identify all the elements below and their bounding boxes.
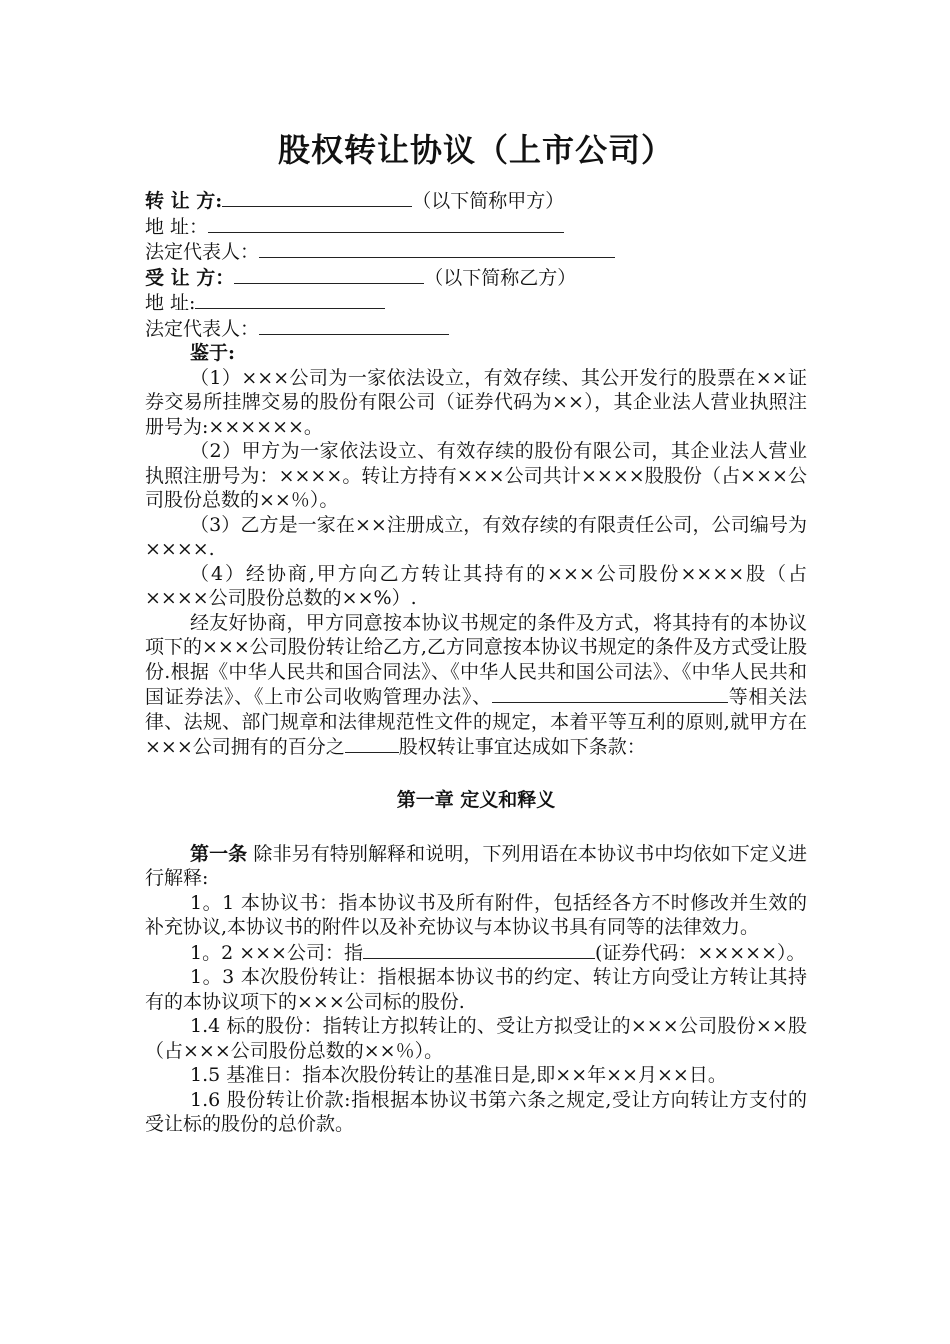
intro-part-3: 股权转让事宜达成如下条款： [398, 736, 646, 758]
legal-rep-blank [259, 239, 615, 258]
article-1-label: 第一条 [190, 842, 248, 865]
definition-1-6: 1.6 股份转让价款:指根据本协议书第六条之规定,受让方向转让方支付的受让标的股份的总价款。 [145, 1088, 807, 1135]
transferor-line [145, 188, 807, 214]
address-blank [208, 214, 564, 233]
article-1-text: 除非另有特别解释和说明，下列用语在本协议书中均依如下定义进行解释: [145, 842, 807, 889]
transferee-legal-rep-line [145, 316, 807, 342]
definition-1-2-code: (证券代码：×××××）。 [594, 941, 806, 964]
transferee-blank [234, 265, 424, 284]
percent-blank [345, 734, 399, 753]
document-page [145, 120, 807, 1137]
definition-1-2 [145, 940, 807, 966]
definition-1-2-text: 1。2 ×××公司：指 [190, 941, 363, 964]
address-blank [195, 290, 385, 309]
legal-rep-label: 法定代表人： [145, 317, 260, 340]
intro-part-2: 等相关法律、法规、部门规章和法律规范性文件的规定，本着平等互利的原则,就甲方在×××公司拥有的百分之 [145, 686, 807, 758]
transferee-label: 受 让 方： [145, 266, 235, 289]
definition-1-5: 1.5 基准日：指本次股份转让的基准日是,即××年××月××日。 [190, 1064, 727, 1086]
address-label: 地 址： [145, 215, 209, 238]
transferee-note: （以下简称乙方） [424, 266, 577, 289]
definition-1-4: 1.4 标的股份：指转让方拟转让的、受让方拟受让的×××公司股份××股（占×××公司股份总数的××％）。 [145, 1015, 807, 1062]
document-title: 股权转让协议（上市公司） [277, 131, 674, 169]
definition-1-3: 1。3 本次股份转让：指根据本协议书的约定、转让方向受让方转让其持有的本协议项下的×××公司标的股份. [145, 966, 807, 1013]
chapter-1-title: 第一章 定义和释义 [396, 788, 556, 811]
legal-rep-blank [259, 316, 449, 335]
transferee-line [145, 265, 807, 291]
transferee-address-line [145, 290, 807, 316]
whereas-label: 鉴于: [190, 342, 236, 364]
recital-4: （4）经协商,甲方向乙方转让其持有的×××公司股份××××股（占××××公司股份总数的××%）. [145, 562, 807, 609]
company-name-blank [363, 940, 595, 959]
transferor-note: （以下简称甲方） [412, 190, 565, 212]
agreement-intro [145, 611, 807, 760]
transferor-legal-rep-line [145, 239, 807, 265]
transferor-blank [222, 188, 412, 207]
transferor-label: 转 让 方: [145, 190, 223, 212]
recital-3: （3）乙方是一家在××注册成立，有效存续的有限责任公司，公司编号为××××. [145, 513, 807, 560]
recital-2: （2）甲方为一家依法设立、有效存续的股份有限公司，其企业法人营业执照注册号为：××××。转让方持有×××公司共计××××股股份（占×××公司股份总数的××％）。 [145, 440, 807, 511]
address-label: 地 址: [145, 292, 196, 314]
legal-rep-label: 法定代表人： [145, 241, 260, 263]
intro-part-1: 经友好协商，甲方同意按本协议书规定的条件及方式，将其持有的本协议项下的×××公司股份转让给乙方,乙方同意按本协议书规定的条件及方式受让股份.根据《中华人民共和国合同法》、《中华人民共和国公司法》、《中华人民共和国证券法》、《上市公司收购管理办法》、 [145, 611, 807, 708]
definition-1-1: 1。1 本协议书：指本协议书及所有附件，包括经各方不时修改并生效的补充协议,本协议书的附件以及补充协议与本协议书具有同等的法律效力。 [145, 891, 807, 938]
transferor-address-line [145, 214, 807, 240]
recital-1: （1）×××公司为一家依法设立，有效存续、其公开发行的股票在××证券交易所挂牌交易的股份有限公司（证券代码为××），其企业法人营业执照注册号为:××××××。 [145, 366, 807, 438]
laws-blank [492, 684, 728, 703]
article-1 [145, 842, 807, 891]
